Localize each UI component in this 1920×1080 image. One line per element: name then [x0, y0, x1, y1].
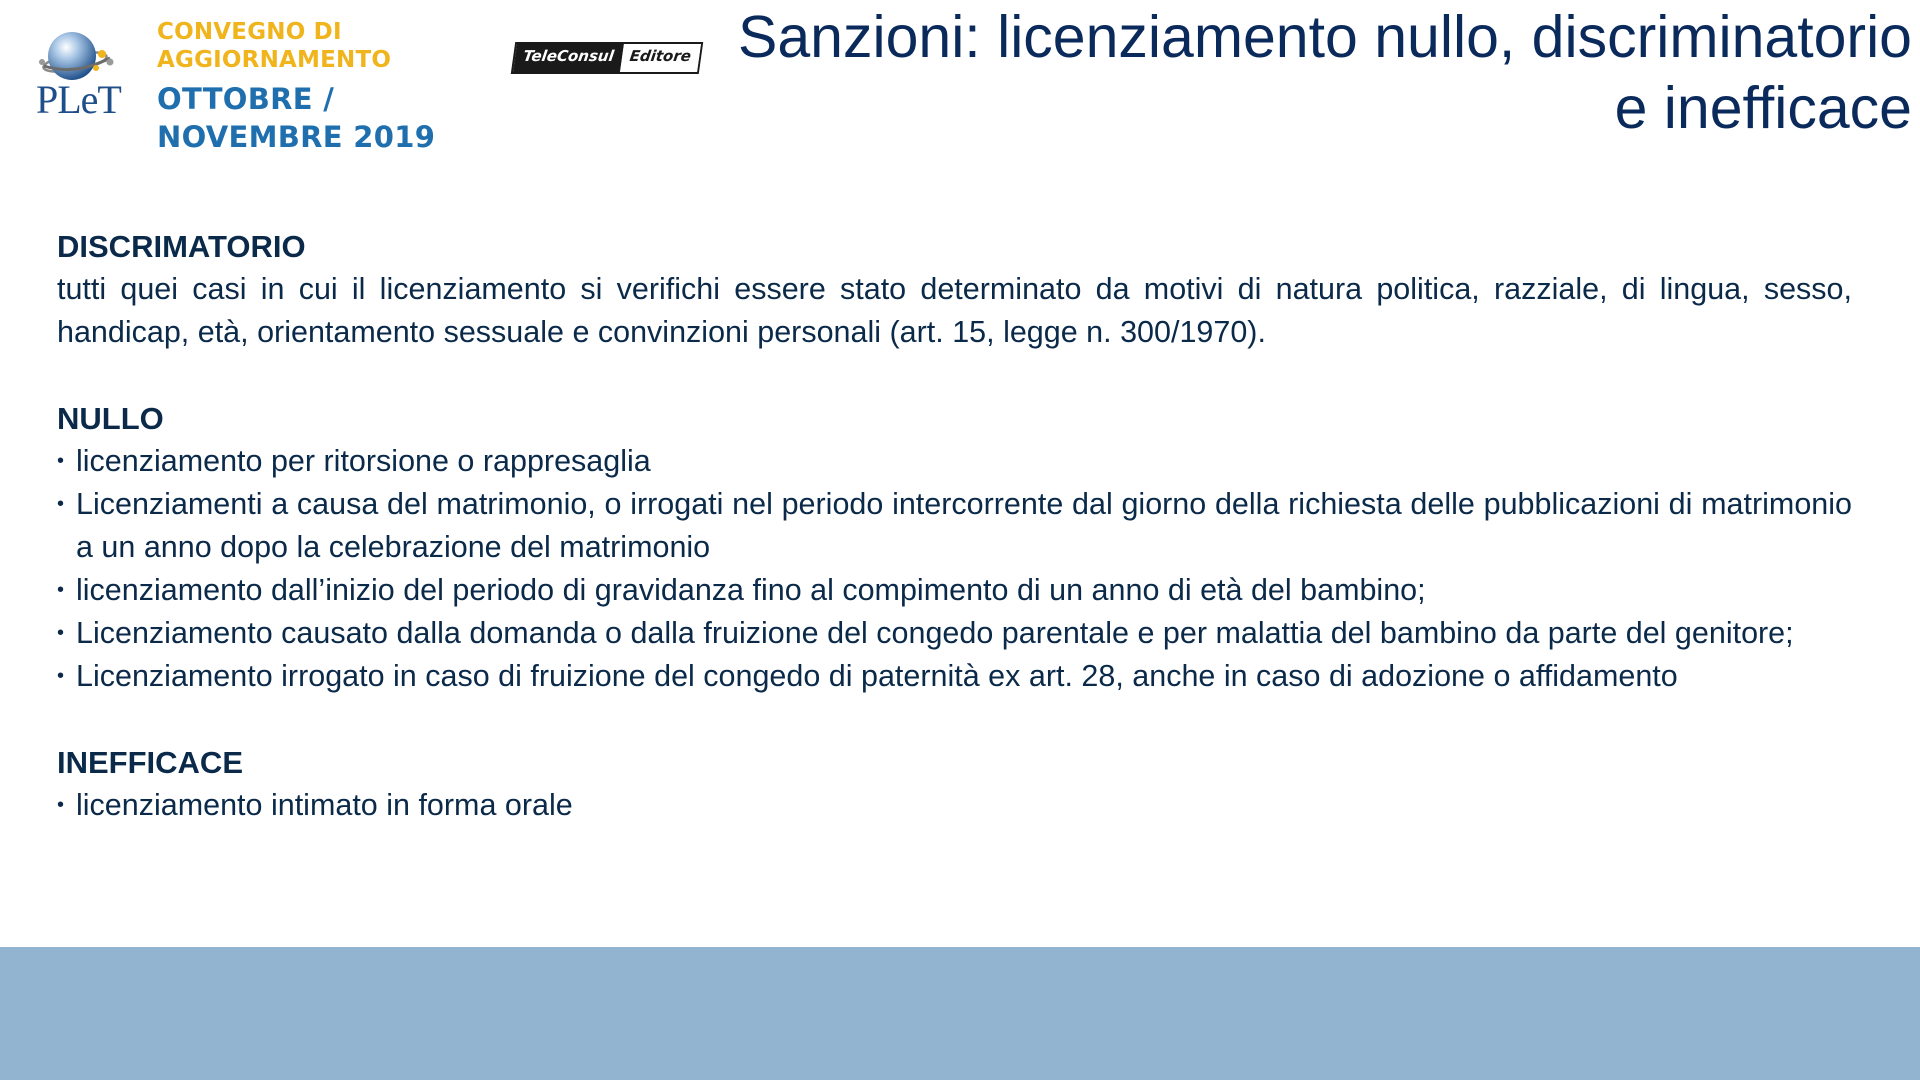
section-discriminatorio: [57, 225, 1852, 354]
bullet-list: [57, 784, 1852, 827]
convegno-date-line-1: OTTOBRE /: [157, 82, 335, 116]
slide-content: [57, 225, 1852, 827]
plet-logo-text: PLeT: [36, 77, 121, 122]
bullet-list: [57, 440, 1852, 698]
convegno-date-line-2: NOVEMBRE 2019: [157, 120, 436, 154]
slide-title: [712, 2, 1912, 144]
section-text: tutti quei casi in cui il licenziamento si verifichi essere stato determinato da motivi di natura politica, razziale, di lingua, sesso, handicap, età, orientamento sessuale e convinzioni personali (art. 15, legge n. 300/1970).: [57, 272, 1852, 349]
list-item: • Licenziamenti a causa del matrimonio, o irrogati nel periodo intercorrente dal giorno della richiesta delle pubblicazioni di matrimonio a un anno dopo la celebrazione del matrimonio: [57, 483, 1852, 569]
publisher-name: TeleConsul: [513, 44, 623, 72]
section-heading: NULLO: [57, 401, 164, 436]
section-inefficace: [57, 741, 1852, 827]
list-item: • licenziamento per ritorsione o rappresaglia: [57, 440, 1852, 483]
teleconsul-editore-logo: [511, 42, 703, 74]
publisher-editore: Editore: [620, 44, 701, 72]
list-item: • licenziamento intimato in forma orale: [57, 784, 1852, 827]
list-item: • licenziamento dall’inizio del periodo di gravidanza fino al compimento di un anno di età del bambino;: [57, 569, 1852, 612]
slide-title-line-2: e inefficace: [1614, 75, 1912, 141]
list-item: • Licenziamento irrogato in caso di fruizione del congedo di paternità ex art. 28, anche in caso di adozione o affidamento: [57, 655, 1852, 698]
convegno-line-1: CONVEGNO DI: [157, 19, 342, 45]
footer-band: [0, 947, 1920, 1080]
section-heading: INEFFICACE: [57, 745, 243, 780]
section-nullo: [57, 397, 1852, 698]
list-item: • Licenziamento causato dalla domanda o dalla fruizione del congedo parentale e per malattia del bambino da parte del genitore;: [57, 612, 1852, 655]
plet-logo: [30, 18, 130, 123]
convegno-label: [157, 18, 457, 156]
slide-title-line-1: Sanzioni: licenziamento nullo, discriminatorio: [737, 4, 1912, 70]
section-heading: DISCRIMATORIO: [57, 229, 306, 264]
convegno-line-2: AGGIORNAMENTO: [157, 47, 392, 73]
